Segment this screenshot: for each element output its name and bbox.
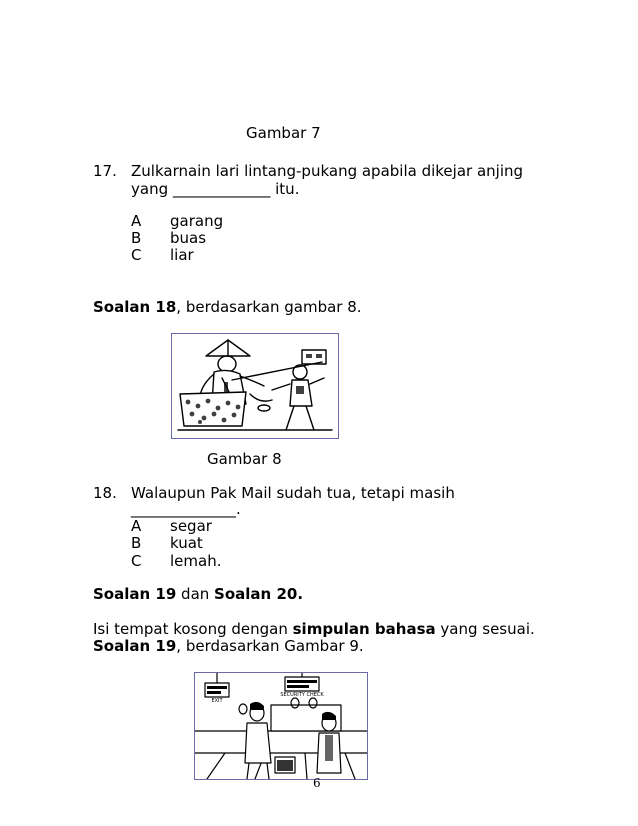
- option-text-b: kuat: [170, 534, 203, 552]
- old-man-carrying-basket-drawing: [172, 334, 338, 438]
- instruction-line: [93, 620, 535, 638]
- instruction-bold: simpulan bahasa: [292, 620, 436, 638]
- question-17-number: 17.: [93, 162, 117, 180]
- soalan-20-label: Soalan 20.: [214, 585, 304, 603]
- option-letter-a: A: [131, 212, 142, 230]
- gambar-8-caption: Gambar 8: [207, 450, 282, 468]
- gambar-9-sign-exit: EXIT: [211, 698, 223, 704]
- option-letter-c: C: [131, 552, 142, 570]
- soalan-18-label: Soalan 18: [93, 298, 177, 316]
- option-text-a: garang: [170, 212, 224, 230]
- gambar-9-illustration: [194, 672, 368, 780]
- soalan-18-rest: , berdasarkan gambar 8.: [176, 298, 362, 316]
- option-letter-b: B: [131, 534, 142, 552]
- question-18-number: 18.: [93, 484, 117, 502]
- soalan-19-intro-label: Soalan 19: [93, 637, 177, 655]
- page-number: 6: [313, 776, 321, 790]
- question-17-line-2: yang _____________ itu.: [131, 180, 300, 198]
- question-18-line-1: Walaupun Pak Mail sudah tua, tetapi masih: [131, 484, 455, 502]
- option-letter-c: C: [131, 246, 142, 264]
- soalan-19-20-heading: [93, 585, 303, 603]
- soalan-19-label: Soalan 19: [93, 585, 177, 603]
- soalan-19-intro: [93, 637, 364, 655]
- soalan-19-20-mid: dan: [176, 585, 215, 603]
- option-letter-a: A: [131, 517, 142, 535]
- soalan-18-intro: [93, 298, 362, 316]
- option-letter-b: B: [131, 229, 142, 247]
- option-text-b: buas: [170, 229, 207, 247]
- airport-security-scene-drawing: [195, 673, 367, 779]
- gambar-8-illustration: [171, 333, 339, 439]
- gambar-7-caption: Gambar 7: [246, 124, 321, 142]
- question-18-line-2: ______________.: [131, 500, 241, 518]
- gambar-9-sign-security: SECURITY CHECK: [280, 692, 324, 698]
- soalan-19-intro-rest: , berdasarkan Gambar 9.: [176, 637, 364, 655]
- option-text-c: lemah.: [170, 552, 222, 570]
- option-text-a: segar: [170, 517, 212, 535]
- instruction-pre: Isi tempat kosong dengan: [93, 620, 293, 638]
- question-17-line-1: Zulkarnain lari lintang-pukang apabila dikejar anjing: [131, 162, 524, 180]
- option-text-c: liar: [170, 246, 194, 264]
- instruction-post: yang sesuai.: [435, 620, 535, 638]
